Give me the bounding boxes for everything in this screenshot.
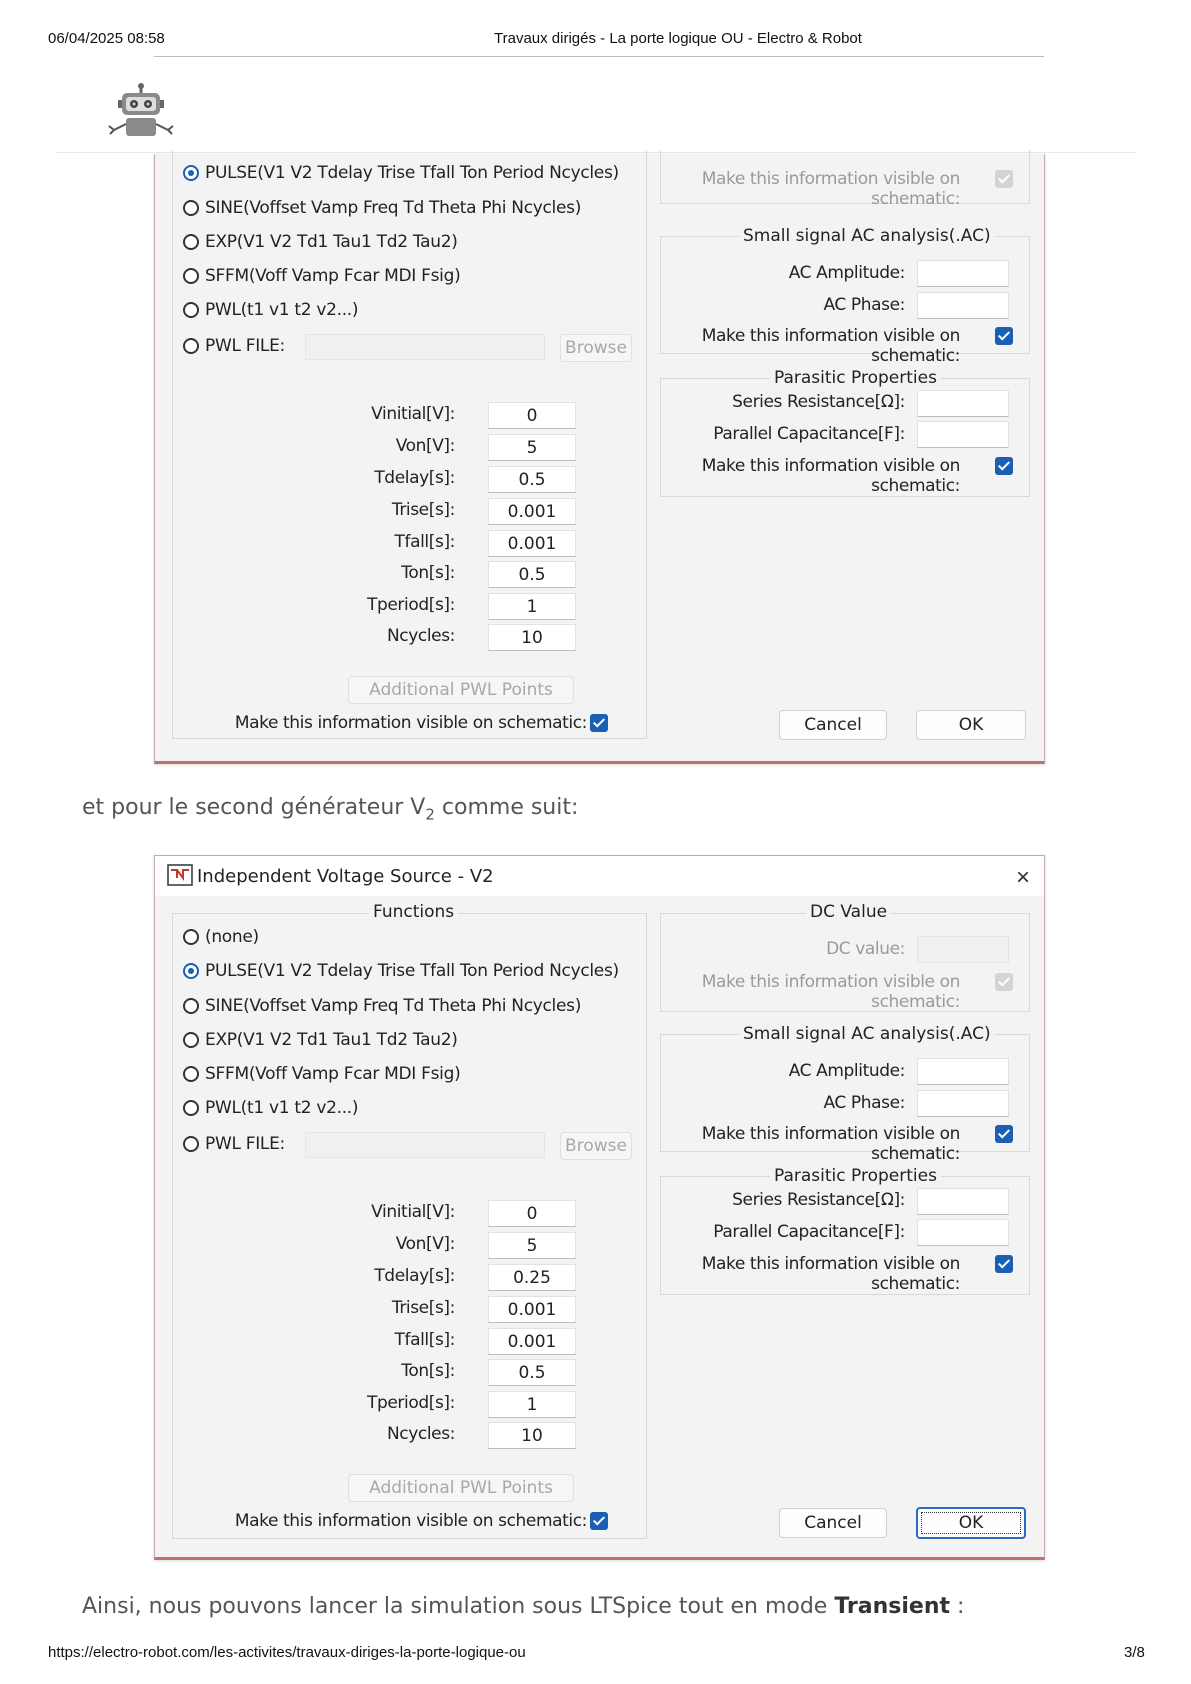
voltage-source-dialog-v2: [154, 855, 1045, 1560]
parasitic-visible-checkbox[interactable]: [995, 1255, 1013, 1273]
ac-visible-checkbox[interactable]: [995, 1125, 1013, 1143]
tperiod-input[interactable]: 1: [488, 1391, 576, 1418]
cancel-button[interactable]: Cancel: [779, 710, 887, 740]
small-signal-ac-title: Small signal AC analysis(.AC): [739, 226, 995, 246]
function-pwl-option[interactable]: PWL(t1 v1 t2 v2...): [183, 1095, 358, 1121]
robot-logo-icon: [106, 80, 176, 140]
radio-icon[interactable]: [183, 1136, 199, 1152]
dc-visible-checkbox[interactable]: [995, 973, 1013, 991]
additional-pwl-points-button[interactable]: Additional PWL Points: [348, 676, 574, 704]
radio-icon[interactable]: [183, 929, 199, 945]
trise-label: Trise[s]:: [391, 1298, 455, 1318]
ac-visible-label: Make this information visible on schematic:: [701, 326, 960, 366]
print-page-number: 3/8: [1124, 1644, 1145, 1661]
functions-visible-checkbox[interactable]: [590, 1512, 608, 1530]
tfall-label: Tfall[s]:: [394, 1330, 455, 1350]
parasitic-visible-label: Make this information visible on schematic:: [701, 1254, 960, 1294]
pwl-file-input[interactable]: [305, 1132, 545, 1158]
radio-selected-icon[interactable]: [183, 963, 199, 979]
von-input[interactable]: 5: [488, 1232, 576, 1259]
header-divider: [154, 56, 1044, 57]
tfall-input[interactable]: 0.001: [488, 530, 576, 557]
tdelay-label: Tdelay[s]:: [374, 1266, 455, 1286]
functions-visible-label: Make this information visible on schematic:: [234, 713, 587, 733]
ac-amplitude-label: AC Amplitude:: [788, 1061, 905, 1081]
von-label: Von[V]:: [395, 1234, 455, 1254]
cancel-button[interactable]: Cancel: [779, 1508, 887, 1538]
von-label: Von[V]:: [395, 436, 455, 456]
ac-amplitude-label: AC Amplitude:: [788, 263, 905, 283]
tperiod-input[interactable]: 1: [488, 593, 576, 620]
print-url: https://electro-robot.com/les-activites/travaux-diriges-la-porte-logique-ou: [48, 1644, 526, 1661]
radio-selected-icon[interactable]: [183, 165, 199, 181]
parasitic-visible-label: Make this information visible on schematic:: [701, 456, 960, 496]
ac-amplitude-input[interactable]: [917, 1058, 1009, 1085]
tdelay-input[interactable]: 0.25: [488, 1264, 576, 1291]
additional-pwl-points-button[interactable]: Additional PWL Points: [348, 1474, 574, 1502]
functions-visible-label: Make this information visible on schematic:: [234, 1511, 587, 1531]
print-datetime: 06/04/2025 08:58: [48, 30, 165, 47]
ncycles-input[interactable]: 10: [488, 624, 576, 651]
pwl-file-input[interactable]: [305, 334, 545, 360]
ok-button[interactable]: OK: [916, 1507, 1026, 1539]
radio-icon[interactable]: [183, 998, 199, 1014]
function-sine-option[interactable]: SINE(Voffset Vamp Freq Td Theta Phi Ncycles): [183, 195, 581, 221]
print-page-title: Travaux dirigés - La porte logique OU - Electro & Robot: [494, 30, 862, 47]
radio-icon[interactable]: [183, 234, 199, 250]
vinitial-input[interactable]: 0: [488, 402, 576, 429]
ncycles-label: Ncycles:: [386, 626, 455, 646]
tperiod-label: Tperiod[s]:: [367, 595, 455, 615]
ac-phase-input[interactable]: [917, 292, 1009, 319]
ncycles-input[interactable]: 10: [488, 1422, 576, 1449]
function-pwl-option[interactable]: PWL(t1 v1 t2 v2...): [183, 297, 358, 323]
tdelay-label: Tdelay[s]:: [374, 468, 455, 488]
ltspice-app-icon: [167, 864, 193, 886]
tdelay-input[interactable]: 0.5: [488, 466, 576, 493]
tperiod-label: Tperiod[s]:: [367, 1393, 455, 1413]
parallel-capacitance-input[interactable]: [917, 1219, 1009, 1246]
dc-value-label: DC value:: [826, 939, 905, 959]
ac-phase-input[interactable]: [917, 1090, 1009, 1117]
parallel-capacitance-label: Parallel Capacitance[F]:: [713, 424, 905, 444]
prose-run-simulation: Ainsi, nous pouvons lancer la simulation sous LTSpice tout en mode Transient :: [82, 1594, 965, 1619]
radio-icon[interactable]: [183, 338, 199, 354]
functions-title: Functions: [369, 902, 458, 922]
ncycles-label: Ncycles:: [386, 1424, 455, 1444]
parallel-capacitance-label: Parallel Capacitance[F]:: [713, 1222, 905, 1242]
voltage-source-dialog-v1: [154, 154, 1045, 764]
ac-phase-label: AC Phase:: [823, 295, 905, 315]
ac-visible-checkbox[interactable]: [995, 327, 1013, 345]
ac-phase-label: AC Phase:: [823, 1093, 905, 1113]
browse-button[interactable]: Browse: [560, 1132, 632, 1160]
dc-visible-label: Make this information visible on schematic:: [701, 169, 960, 209]
function-exp-option[interactable]: EXP(V1 V2 Td1 Tau1 Td2 Tau2): [183, 1027, 458, 1053]
ton-label: Ton[s]:: [401, 1361, 455, 1381]
parasitic-visible-checkbox[interactable]: [995, 457, 1013, 475]
dc-value-input[interactable]: [917, 936, 1009, 963]
series-resistance-label: Series Resistance[Ω]:: [732, 392, 905, 412]
radio-icon[interactable]: [183, 268, 199, 284]
functions-visible-checkbox[interactable]: [590, 714, 608, 732]
dc-value-title: DC Value: [806, 902, 891, 922]
vinitial-label: Vinitial[V]:: [371, 404, 455, 424]
function-none-option[interactable]: (none): [183, 924, 259, 950]
function-sine-option[interactable]: SINE(Voffset Vamp Freq Td Theta Phi Ncycles): [183, 993, 581, 1019]
series-resistance-input[interactable]: [917, 1188, 1009, 1215]
browse-button[interactable]: Browse: [560, 334, 632, 362]
ok-button[interactable]: OK: [916, 710, 1026, 740]
function-pwl-file-option[interactable]: PWL FILE:: [183, 333, 285, 359]
dialog-title-bar: [155, 856, 1044, 896]
dialog-title: Independent Voltage Source - V2: [197, 866, 494, 887]
tfall-input[interactable]: 0.001: [488, 1328, 576, 1355]
small-signal-ac-title: Small signal AC analysis(.AC): [739, 1024, 995, 1044]
trise-input[interactable]: 0.001: [488, 498, 576, 525]
trise-input[interactable]: 0.001: [488, 1296, 576, 1323]
dc-visible-label: Make this information visible on schematic:: [701, 972, 960, 1012]
close-icon[interactable]: ×: [1015, 864, 1030, 891]
radio-icon[interactable]: [183, 1032, 199, 1048]
function-sffm-option[interactable]: SFFM(Voff Vamp Fcar MDI Fsig): [183, 1061, 460, 1087]
ton-label: Ton[s]:: [401, 563, 455, 583]
ton-input[interactable]: 0.5: [488, 1359, 576, 1386]
radio-icon[interactable]: [183, 1066, 199, 1082]
function-sffm-option[interactable]: SFFM(Voff Vamp Fcar MDI Fsig): [183, 263, 460, 289]
parasitic-properties-title: Parasitic Properties: [770, 1166, 941, 1186]
radio-icon[interactable]: [183, 200, 199, 216]
function-pulse-option[interactable]: PULSE(V1 V2 Tdelay Trise Tfall Ton Period Ncycles): [183, 160, 619, 186]
ac-amplitude-input[interactable]: [917, 260, 1009, 287]
series-resistance-label: Series Resistance[Ω]:: [732, 1190, 905, 1210]
vinitial-input[interactable]: 0: [488, 1200, 576, 1227]
von-input[interactable]: 5: [488, 434, 576, 461]
function-exp-option[interactable]: EXP(V1 V2 Td1 Tau1 Td2 Tau2): [183, 229, 458, 255]
series-resistance-input[interactable]: [917, 390, 1009, 417]
radio-icon[interactable]: [183, 1100, 199, 1116]
radio-icon[interactable]: [183, 302, 199, 318]
parasitic-properties-title: Parasitic Properties: [770, 368, 941, 388]
ton-input[interactable]: 0.5: [488, 561, 576, 588]
function-pwl-file-option[interactable]: PWL FILE:: [183, 1131, 285, 1157]
trise-label: Trise[s]:: [391, 500, 455, 520]
parallel-capacitance-input[interactable]: [917, 421, 1009, 448]
vinitial-label: Vinitial[V]:: [371, 1202, 455, 1222]
ac-visible-label: Make this information visible on schematic:: [701, 1124, 960, 1164]
prose-second-generator: et pour le second générateur $V_2$ comme suit:: [82, 795, 579, 824]
function-pulse-option[interactable]: PULSE(V1 V2 Tdelay Trise Tfall Ton Period Ncycles): [183, 958, 619, 984]
dc-visible-checkbox[interactable]: [995, 170, 1013, 188]
tfall-label: Tfall[s]:: [394, 532, 455, 552]
focus-ring: [921, 1512, 1021, 1534]
